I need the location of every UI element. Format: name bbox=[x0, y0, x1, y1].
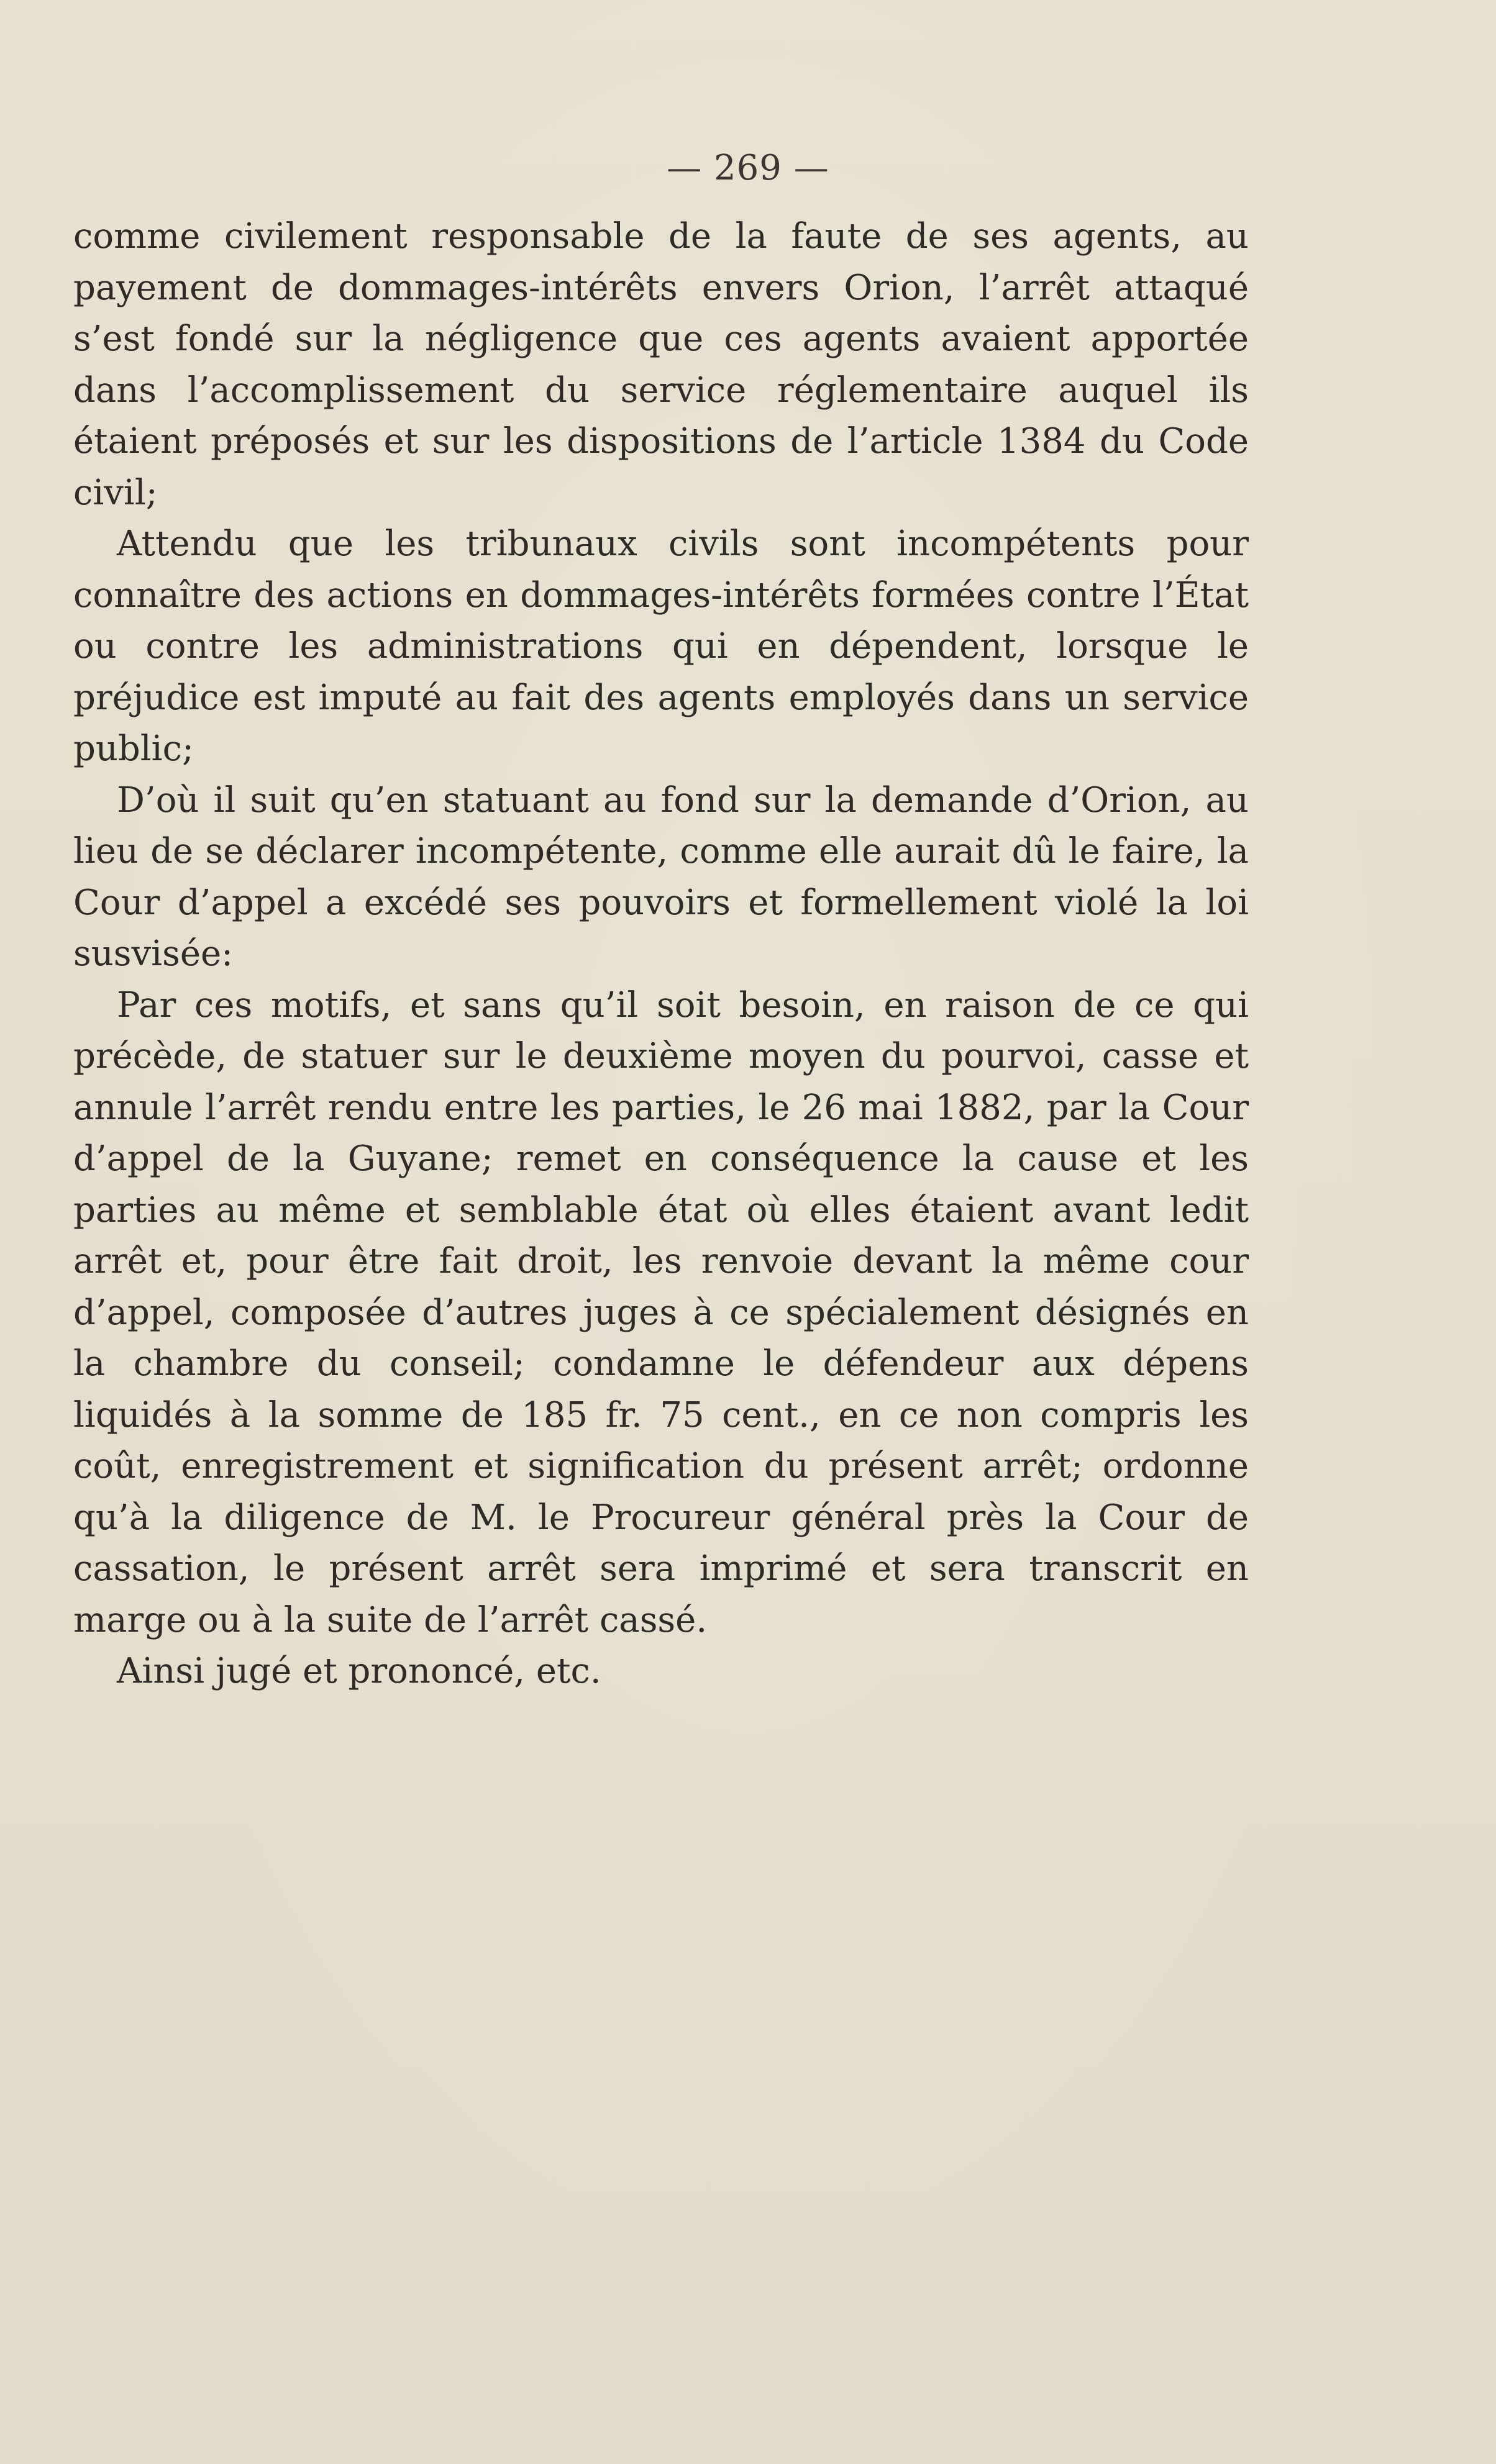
paragraph-par-ces-motifs: Par ces motifs, et sans qu’il soit besoin, en raison de ce qui précède, de statuer sur le deuxième moyen du pourvoi, casse et annule l’arrêt rendu entre les parties, le 26 mai 1882, par la Cour d’appel de la Guyane; remet en conséquence la cause et les parties au même et semblable état où elles étaient avant ledit arrêt et, pour être fait droit, les renvoie devant la même cour d’appel, composée d’autres juges à ce spécialement désignés en la chambre du conseil; condamne le défendeur aux dépens liquidés à la somme de 185 fr. 75 cent., en ce non compris les coût, enregistrement et signification du présent arrêt; ordonne qu’à la diligence de M. le Procureur général près la Cour de cassation, le présent arrêt sera imprimé et sera transcrit en marge ou à la suite de l’arrêt cassé. bbox=[73, 984, 1249, 1640]
body-text bbox=[73, 211, 1249, 1698]
paragraph-continuation: comme civilement responsable de la faute de ses agents, au payement de dommages-intérêts envers Orion, l’arrêt attaqué s’est fondé sur la négligence que ces agents avaient apportée dans l’accomplissement du service réglementaire auquel ils étaient préposés et sur les dispositions de l’article 1384 du Code civil; bbox=[73, 216, 1249, 513]
paragraph-attendu: Attendu que les tribunaux civils sont incompétents pour connaître des actions en dommages-intérêts formées contre l’État ou contre les administrations qui en dépendent, lorsque le préjudice est imputé au fait des agents employés dans un service public; bbox=[73, 524, 1249, 769]
paragraph-ainsi-juge: Ainsi jugé et prononcé, etc. bbox=[117, 1651, 601, 1691]
page-number: — 269 — bbox=[667, 148, 829, 188]
paragraph-d-ou-il-suit: D’où il suit qu’en statuant au fond sur la demande d’Orion, au lieu de se déclarer incompétente, comme elle aurait dû le faire, la Cour d’appel a excédé ses pouvoirs et formellement violé la loi susvisée: bbox=[73, 780, 1249, 974]
